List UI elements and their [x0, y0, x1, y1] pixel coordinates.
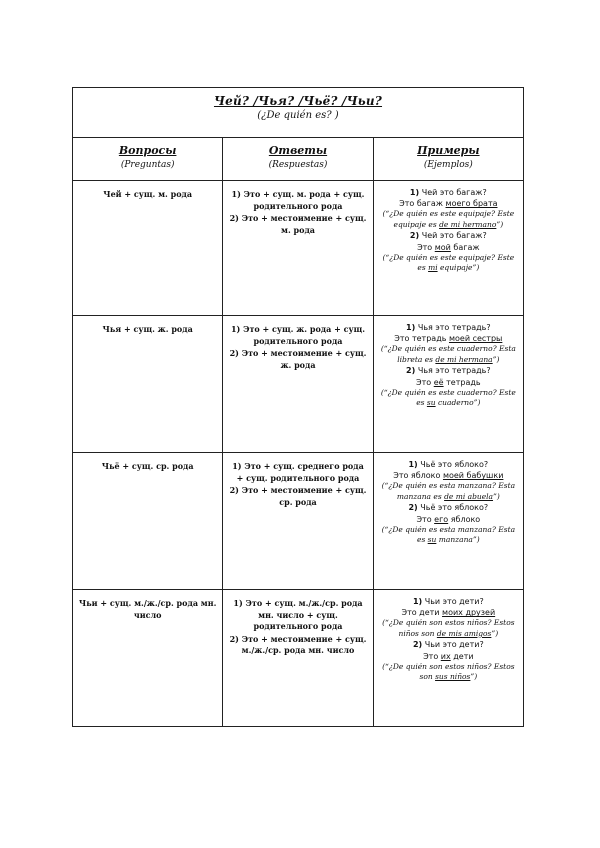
example-answer: Это их дети	[423, 651, 474, 661]
answer-rule-1: 1) Это + сущ. м./ж./ср. рода мн. число + сущ. родительного рода	[233, 598, 363, 632]
example-translation: (“¿De quién son estos niños? Estos niños son de mis amigos”)	[382, 618, 515, 638]
title-cell	[73, 88, 524, 138]
example-answer: Это мой багаж	[417, 242, 480, 252]
question-cell: Чей + сущ. м. рода	[73, 181, 223, 316]
example-answer: Это яблоко моей бабушки	[393, 471, 504, 481]
answer-rule-2: 2) Это + местоимение + сущ. м./ж./ср. рода мн. число	[229, 633, 367, 656]
example-translation: (“¿De quién es esta manzana? Esta es su manzana”)	[381, 524, 516, 545]
header-sublabel: (Preguntas)	[120, 160, 175, 170]
example-answer: Это её тетрадь	[416, 377, 481, 387]
header-sublabel: (Ejemplos)	[423, 160, 473, 170]
document-page	[72, 87, 524, 727]
example-translation: (“¿De quién es este cuaderno? Este es su cuaderno”)	[380, 387, 516, 408]
header-answers	[223, 138, 373, 181]
document-title: Чей? /Чья? /Чьё? /Чьи?	[213, 94, 383, 108]
example-cell	[373, 453, 523, 590]
example-cell	[373, 590, 523, 727]
header-label: Ответы	[268, 144, 328, 157]
table-row	[73, 316, 524, 453]
example-question: 1) Чей это багаж?	[409, 188, 487, 197]
header-label: Примеры	[417, 144, 480, 157]
example-cell	[373, 316, 523, 453]
example-answer: Это его яблоко	[416, 514, 481, 524]
header-questions	[73, 138, 223, 181]
grammar-table	[72, 87, 524, 727]
example-question: 1) Чьё это яблоко?	[408, 460, 489, 469]
answer-rule-1: 1) Это + сущ. среднего рода + сущ. родительного рода	[232, 461, 364, 483]
question-cell: Чья + сущ. ж. рода	[73, 316, 223, 453]
answer-rule-2: 2) Это + местоимение + сущ. м. рода	[229, 213, 367, 235]
example-question: 1) Чьи это дети?	[412, 597, 484, 606]
answer-rule-2: 2) Это + местоимение + сущ. ср. рода	[229, 485, 367, 507]
example-answer: Это дети моих друзей	[401, 608, 496, 618]
example-question: 2) Чьё это яблоко?	[408, 503, 489, 513]
example-translation: (“¿De quién es este equipaje? Este equipaje es de mi hermano”)	[382, 209, 515, 229]
example-answer: Это тетрадь моей сестры	[394, 334, 503, 344]
example-question: 2) Чей это багаж?	[409, 231, 487, 241]
answer-cell	[223, 316, 373, 453]
example-question: 2) Чья это тетрадь?	[406, 366, 491, 376]
example-cell	[373, 181, 523, 316]
table-row	[73, 181, 524, 316]
question-cell: Чьё + сущ. ср. рода	[73, 453, 223, 590]
answer-cell	[223, 181, 373, 316]
header-examples	[373, 138, 523, 181]
example-translation: (“¿De quién es este equipaje? Este es mi equipaje”)	[382, 252, 515, 273]
example-answer: Это багаж моего брата	[399, 199, 498, 209]
answer-rule-1: 1) Это + сущ. ж. рода + сущ. родительного рода	[230, 324, 366, 346]
question-cell: Чьи + сущ. м./ж./ср. рода мн. число	[73, 590, 223, 727]
header-sublabel: (Respuestas)	[268, 160, 328, 170]
example-question: 1) Чья это тетрадь?	[406, 323, 491, 332]
answer-cell	[223, 453, 373, 590]
example-translation: (“¿De quién es este cuaderno? Esta libreta es de mi hermana”)	[380, 344, 516, 364]
answer-rule-1: 1) Это + сущ. м. рода + сущ. родительного рода	[231, 189, 365, 211]
header-label: Вопросы	[118, 144, 177, 157]
table-row	[73, 453, 524, 590]
example-translation: (“¿De quién son estos niños? Estos son sus niños”)	[382, 661, 515, 682]
example-translation: (“¿De quién es esta manzana? Esta manzana es de mi abuela”)	[381, 481, 516, 501]
document-subtitle: (¿De quién es? )	[257, 110, 339, 121]
table-row	[73, 590, 524, 727]
answer-rule-2: 2) Это + местоимение + сущ. ж. рода	[229, 348, 367, 370]
answer-cell	[223, 590, 373, 727]
example-question: 2) Чьи это дети?	[412, 640, 484, 650]
